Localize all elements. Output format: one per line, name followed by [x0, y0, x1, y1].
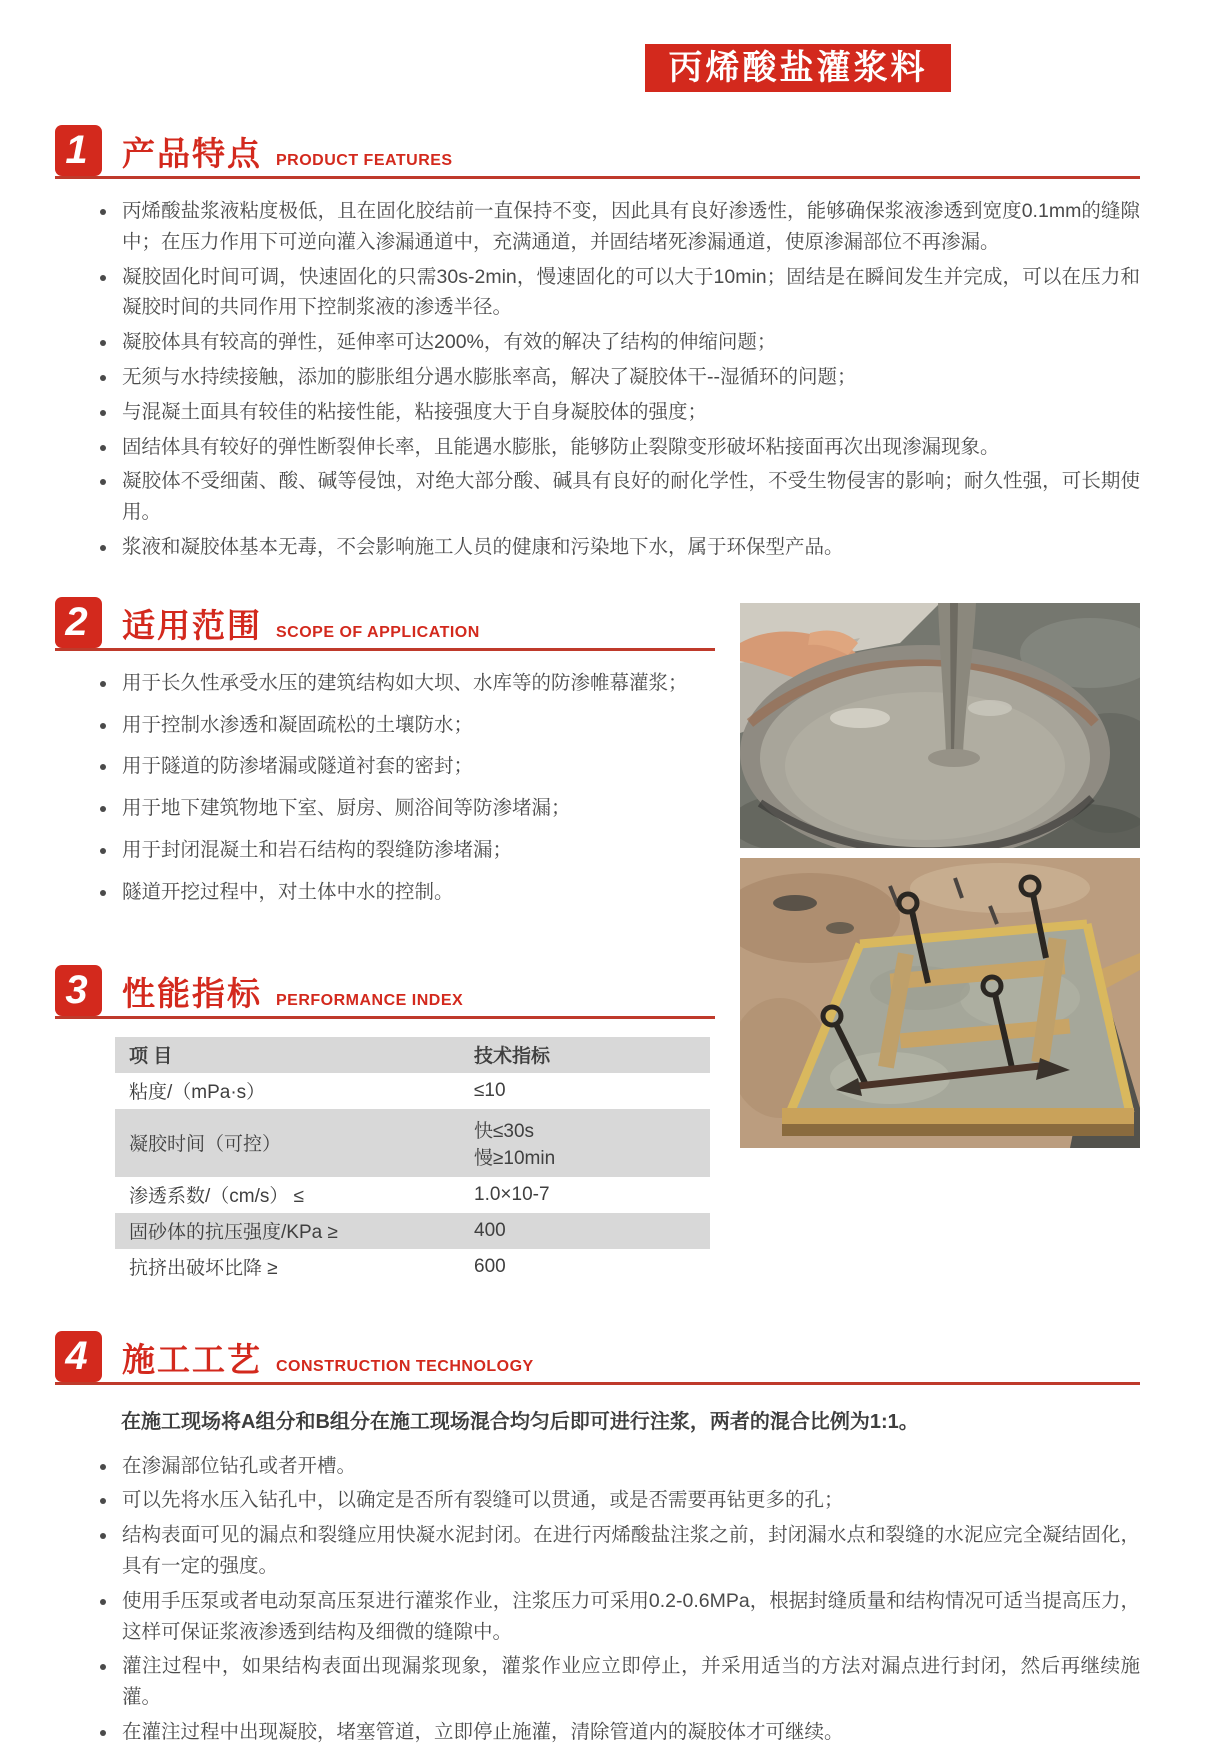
section-title-en: CONSTRUCTION TECHNOLOGY — [276, 1357, 534, 1375]
table-row — [115, 1177, 710, 1213]
performance-table — [115, 1037, 710, 1285]
list-item — [100, 1651, 1140, 1713]
bullet-text: 用于控制水渗透和凝固疏松的土壤防水； — [122, 713, 474, 736]
bullet-dot-icon — [100, 1664, 106, 1670]
bullet-dot-icon — [100, 764, 106, 770]
bullet-dot-icon — [100, 340, 106, 346]
value-line-slow: 慢≥10min — [474, 1147, 556, 1169]
list-item — [100, 1586, 1140, 1648]
bullet-dot-icon — [100, 890, 106, 896]
table-header-spec: 技术指标 — [474, 1046, 551, 1068]
section-number-badge: 2 — [55, 597, 102, 648]
section-header — [55, 965, 715, 1019]
product-title-badge: 丙烯酸盐灌浆料 — [645, 44, 951, 92]
features-list — [100, 196, 1140, 563]
list-item — [100, 1520, 1140, 1582]
table-cell-item: 粘度/（mPa·s） — [129, 1082, 266, 1104]
bullet-text: 凝胶固化时间可调，快速固化的只需30s-2min，慢速固化的可以大于10min；固结是在瞬间发生并完成，可以在压力和凝胶时间的共同作用下控制浆液的渗透半径。 — [122, 265, 1140, 319]
construction-intro-text: 在施工现场将A组分和B组分在施工现场混合均匀后即可进行注浆，两者的混合比例为1:1。 — [121, 1410, 919, 1433]
table-row — [115, 1249, 710, 1285]
bullet-dot-icon — [100, 275, 106, 281]
bullet-dot-icon — [100, 1498, 106, 1504]
table-row — [115, 1073, 710, 1109]
section-number-badge: 4 — [55, 1331, 102, 1382]
bullet-text: 凝胶体具有较高的弹性，延伸率可达200%，有效的解决了结构的伸缩问题； — [122, 331, 777, 354]
bullet-dot-icon — [100, 681, 106, 687]
section-number-badge: 3 — [55, 965, 102, 1016]
list-item — [100, 532, 1140, 563]
list-item — [100, 397, 1140, 428]
bullet-dot-icon — [100, 1464, 106, 1470]
bullet-text: 无须与水持续接触，添加的膨胀组分遇水膨胀率高，解决了凝胶体干--湿循环的问题； — [122, 365, 857, 388]
section-title-cn: 性能指标 — [122, 974, 262, 1012]
section-title-en: SCOPE OF APPLICATION — [276, 623, 480, 641]
list-item — [100, 1485, 1140, 1516]
list-item — [100, 362, 1140, 393]
table-cell-item: 固砂体的抗压强度/KPa ≥ — [129, 1222, 338, 1244]
bullet-text: 可以先将水压入钻孔中，以确定是否所有裂缝可以贯通，或是否需要再钻更多的孔； — [122, 1489, 844, 1512]
list-item — [100, 668, 715, 699]
list-item — [100, 196, 1140, 258]
middle-band — [55, 597, 1140, 1285]
bullet-dot-icon — [100, 445, 106, 451]
construction-steps-list — [100, 1451, 1140, 1748]
table-cell-value — [460, 1109, 710, 1177]
bullet-dot-icon — [100, 848, 106, 854]
photo-column — [740, 597, 1140, 1285]
list-item — [100, 751, 715, 782]
table-cell-item: 渗透系数/（cm/s） ≤ — [129, 1186, 305, 1208]
bullet-text: 与混凝土面具有较佳的粘接性能，粘接强度大于自身凝胶体的强度； — [122, 400, 708, 423]
table-cell-value: 400 — [474, 1219, 506, 1241]
bullet-text: 用于隧道的防渗堵漏或隧道衬套的密封； — [122, 755, 474, 778]
bullet-text: 使用手压泵或者电动泵高压泵进行灌浆作业，注浆压力可采用0.2-0.6MPa，根据封缝质量和结构情况可适当提高压力，这样可保证浆液渗透到结构及细微的缝隙中。 — [122, 1589, 1140, 1643]
list-item — [100, 835, 715, 866]
bullet-text: 浆液和凝胶体基本无毒，不会影响施工人员的健康和污染地下水，属于环保型产品。 — [122, 535, 844, 558]
section-title-en: PERFORMANCE INDEX — [276, 991, 464, 1009]
bullet-dot-icon — [100, 1730, 106, 1736]
application-list — [100, 668, 715, 908]
bullet-text: 结构表面可见的漏点和裂缝应用快凝水泥封闭。在进行丙烯酸盐注浆之前，封闭漏水点和裂缝的水泥应完全凝结固化，具有一定的强度。 — [122, 1524, 1140, 1577]
table-cell-item: 凝胶时间（可控） — [129, 1134, 282, 1156]
value-line-fast: 快≤30s — [474, 1120, 535, 1142]
bullet-text: 在灌注过程中出现凝胶，堵塞管道，立即停止施灌，清除管道内的凝胶体才可继续。 — [122, 1720, 844, 1743]
list-item — [100, 1717, 1140, 1748]
section-title-cn: 产品特点 — [122, 135, 262, 172]
bullet-dot-icon — [100, 545, 106, 551]
bullet-dot-icon — [100, 410, 106, 416]
bullet-text: 丙烯酸盐浆液粘度极低，且在固化胶结前一直保持不变，因此具有良好渗透性，能够确保浆液渗透到宽度0.1mm的缝隙中；在压力作用下可逆向灌入渗漏通道中，充满通道，并固结堵死渗漏通道，使原渗漏部位不再渗漏。 — [122, 200, 1140, 253]
table-cell-item: 抗挤出破坏比降 ≥ — [129, 1258, 278, 1280]
section-header — [55, 125, 1140, 179]
bullet-dot-icon — [100, 375, 106, 381]
section-header — [55, 1331, 1140, 1385]
middle-band-left — [55, 597, 740, 1285]
bullet-dot-icon — [100, 1533, 106, 1539]
section-product-features — [55, 125, 1140, 563]
bullet-text: 用于长久性承受水压的建筑结构如大坝、水库等的防渗帷幕灌浆； — [122, 671, 688, 694]
section-construction-technology — [55, 1331, 1140, 1748]
list-item — [100, 327, 1140, 358]
table-header-row — [115, 1037, 710, 1073]
table-cell-value: ≤10 — [474, 1079, 506, 1101]
bullet-dot-icon — [100, 806, 106, 812]
section-title-cn: 施工工艺 — [122, 1340, 262, 1378]
section-performance-index — [55, 965, 715, 1285]
list-item — [100, 466, 1140, 528]
bullet-dot-icon — [100, 479, 106, 485]
bullet-text: 在渗漏部位钻孔或者开槽。 — [122, 1454, 357, 1477]
table-header-item: 项 目 — [129, 1046, 173, 1068]
list-item — [100, 710, 715, 741]
list-item — [100, 877, 715, 908]
list-item — [100, 793, 715, 824]
bullet-dot-icon — [100, 209, 106, 215]
list-item — [100, 432, 1140, 463]
bullet-text: 用于地下建筑物地下室、厨房、厕浴间等防渗堵漏； — [122, 797, 571, 820]
section-header — [55, 597, 715, 651]
section-title-en: PRODUCT FEATURES — [276, 152, 453, 169]
grout-mixing-photo — [740, 603, 1140, 848]
table-row — [115, 1213, 710, 1249]
list-item — [100, 1451, 1140, 1482]
bullet-text: 固结体具有较好的弹性断裂伸长率，且能遇水膨胀，能够防止裂隙变形破坏粘接面再次出现渗漏现象。 — [122, 435, 1000, 458]
bullet-text: 灌注过程中，如果结构表面出现漏浆现象，灌浆作业应立即停止，并采用适当的方法对漏点进行封闭，然后再继续施灌。 — [122, 1655, 1140, 1709]
bullet-text: 凝胶体不受细菌、酸、碱等侵蚀，对绝大部分酸、碱具有良好的耐化学性，不受生物侵害的影响；耐久性强，可长期使用。 — [122, 470, 1140, 524]
bullet-dot-icon — [100, 723, 106, 729]
list-item — [100, 262, 1140, 324]
bullet-text: 隧道开挖过程中，对土体中水的控制。 — [122, 880, 454, 903]
table-cell-value: 1.0×10-7 — [474, 1183, 550, 1205]
formwork-grouting-photo — [740, 858, 1140, 1148]
section-title-cn: 适用范围 — [122, 606, 262, 644]
table-cell-value: 600 — [474, 1255, 506, 1277]
section-number-badge: 1 — [55, 125, 102, 176]
table-row — [115, 1109, 710, 1177]
section-scope-of-application — [55, 597, 715, 908]
bullet-text: 用于封闭混凝土和岩石结构的裂缝防渗堵漏； — [122, 838, 513, 861]
